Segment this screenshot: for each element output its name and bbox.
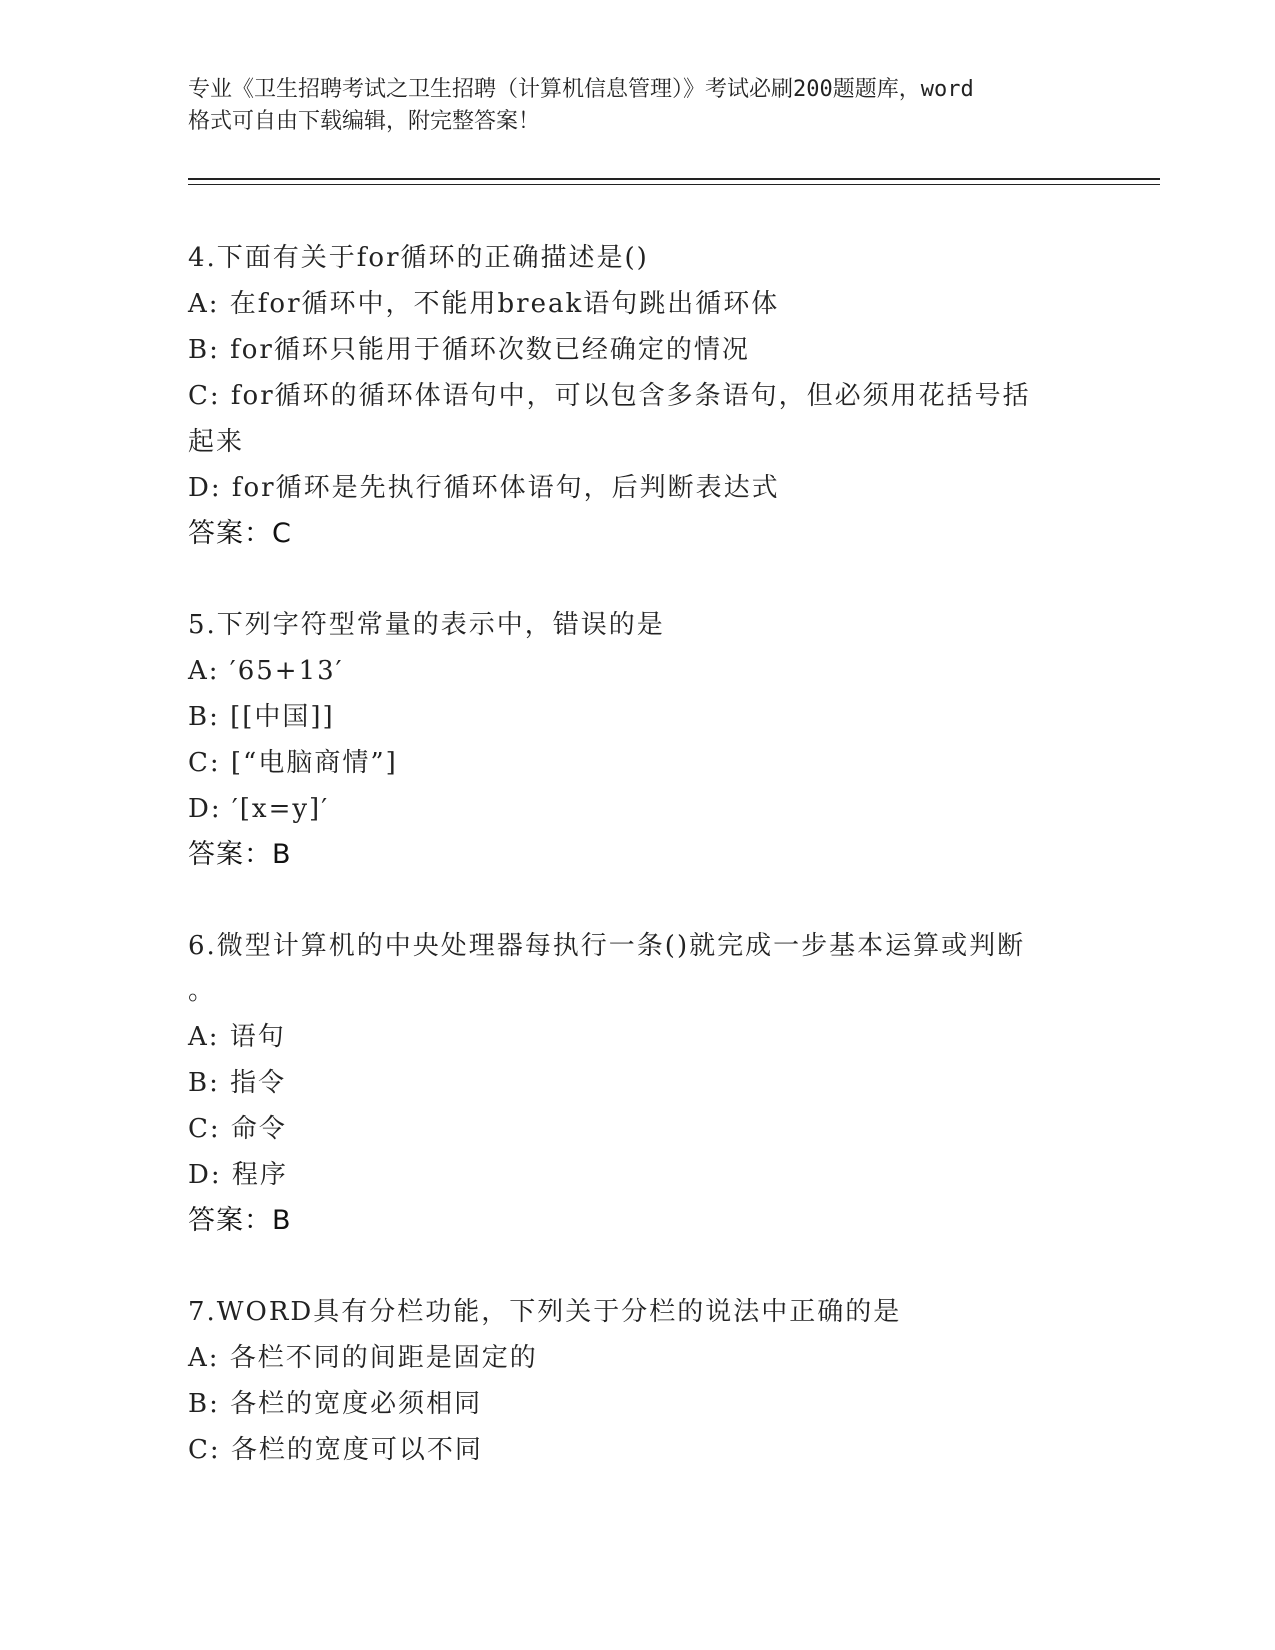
option-b: B: for循环只能用于循环次数已经确定的情况 [188,335,750,365]
question-stem: 6.微型计算机的中央处理器每执行一条()就完成一步基本运算或判断 。 [188,931,1026,1006]
header-divider-thin [188,184,1160,185]
question-4 [188,236,1088,557]
option-a: A: 各栏不同的间距是固定的 [188,1343,538,1373]
question-list [188,236,1088,1519]
option-a: A: ′65+13′ [188,656,344,686]
header-divider-thick [188,178,1160,180]
question-stem: 5.下列字符型常量的表示中，错误的是 [188,610,665,640]
answer: 答案：B [188,1205,292,1236]
question-7 [188,1290,1088,1473]
option-b: B: 指令 [188,1068,287,1098]
option-c: C: [“电脑商情”] [188,748,398,778]
question-5 [188,603,1088,878]
option-c: C: 各栏的宽度可以不同 [188,1435,483,1465]
header-line-1: 专业《卫生招聘考试之卫生招聘（计算机信息管理）》考试必刷200题题库，word [188,77,974,102]
option-b: B: [[中国]] [188,702,335,732]
question-stem: 7.WORD具有分栏功能，下列关于分栏的说法中正确的是 [188,1297,902,1327]
header-line-2: 格式可自由下载编辑，附完整答案！ [188,109,541,134]
answer: 答案：C [188,518,292,549]
option-d: D: ′[x=y]′ [188,794,330,824]
option-d: D: for循环是先执行循环体语句，后判断表达式 [188,473,780,503]
option-a: A: 在for循环中，不能用break语句跳出循环体 [188,289,780,319]
answer: 答案：B [188,839,292,870]
question-stem: 4.下面有关于for循环的正确描述是() [188,243,649,273]
question-6 [188,924,1088,1244]
document-header [188,74,1088,138]
option-a: A: 语句 [188,1022,286,1052]
option-c: C: for循环的循环体语句中，可以包含多条语句，但必须用花括号括 起来 [188,381,1031,457]
option-b: B: 各栏的宽度必须相同 [188,1389,483,1419]
option-c: C: 命令 [188,1114,287,1144]
option-d: D: 程序 [188,1160,288,1190]
